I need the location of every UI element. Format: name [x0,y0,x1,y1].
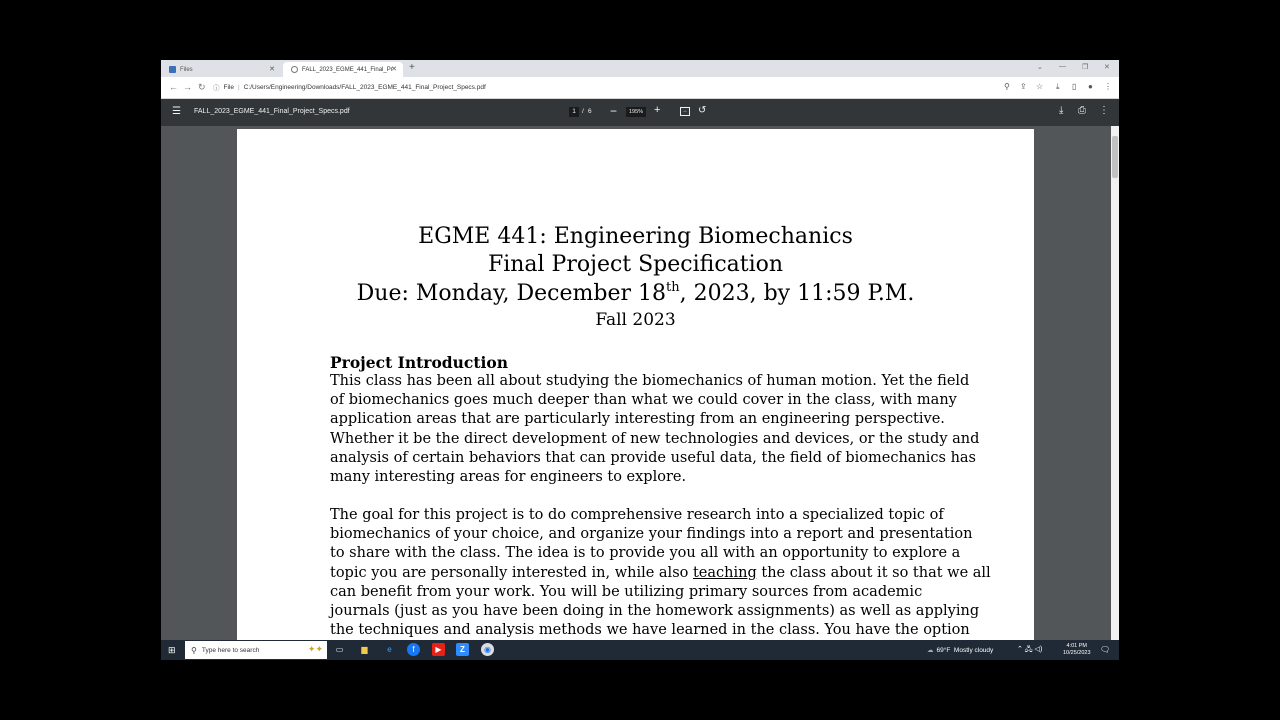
tab-pdf[interactable] [283,62,403,77]
youtube-icon[interactable]: ▶ [432,643,445,656]
zoom-icon[interactable]: ⚲ [1004,82,1010,91]
paragraph-line: of biomechanics goes much deeper than what we could cover in the class, with many [330,392,957,409]
profile-icon[interactable]: ● [1088,82,1093,91]
fit-page-icon[interactable]: ↔ [680,107,690,116]
rotate-icon[interactable]: ↺ [698,105,707,116]
minimize-icon[interactable]: — [1059,63,1066,70]
tab-strip [161,60,1119,77]
url-separator: | [237,84,240,91]
zoom-app-icon[interactable]: Z [456,643,469,656]
document-title: EGME 441: Engineering Biomechanics [418,224,853,249]
term-line: Fall 2023 [595,310,676,330]
underlined-word: teaching [692,564,757,581]
tab-label: FALL_2023_EGME_441_Final_Pr [302,66,393,73]
paragraph-line: This class has been all about studying the biomechanics of human motion. Yet the field [330,373,970,389]
restore-icon[interactable]: ❐ [1082,64,1089,71]
paragraph-line: journals (just as you have been doing in the homework assignments) as well as applying [330,603,980,620]
url-scheme-label: File [223,84,234,91]
taskbar-clock[interactable] [1063,643,1091,657]
search-placeholder: Type here to search [201,646,260,654]
paragraph-line: biomechanics of your choice, and organize your findings into a report and presentation [330,526,973,543]
taskbar-search-input[interactable] [185,641,327,659]
download-icon[interactable]: ⤓ [1059,105,1064,116]
document-subtitle: Final Project Specification [487,252,784,277]
paragraph-line: many interesting areas for engineers to explore. [330,469,687,486]
tab-files[interactable] [161,62,281,77]
clock-date: 10/25/2023 [1063,650,1091,656]
browser-window [161,60,1119,660]
url-text[interactable]: C:/Users/Engineering/Downloads/FALL_2023_EGME_441_Final_Project_Specs.pdf [243,84,486,91]
globe-icon [291,66,298,73]
file-explorer-icon[interactable]: ▆ [361,645,368,654]
share-icon[interactable]: ⇪ [1020,82,1027,91]
goal-paragraph [330,506,991,640]
zoom-out-icon[interactable]: − [610,104,618,118]
pdf-page [237,129,1034,640]
search-icon: ⚲ [191,645,197,655]
weather-text: 69°F Mostly cloudy [936,647,994,654]
close-icon[interactable]: ✕ [269,66,275,73]
info-icon[interactable]: ⓘ [213,85,220,92]
print-icon[interactable]: ⎙ [1078,105,1086,116]
star-icon[interactable]: ☆ [1036,82,1044,91]
paragraph-line: application areas that are particularly interesting from an engineering perspective. [330,411,945,428]
facebook-icon[interactable]: f [407,643,420,656]
pdf-filename: FALL_2023_EGME_441_Final_Project_Specs.pdf [194,108,350,115]
new-tab-icon[interactable]: + [409,62,415,73]
reload-icon[interactable]: ↻ [198,82,206,92]
pdf-viewer[interactable] [161,126,1119,640]
paragraph-line: The goal for this project is to do comprehensive research into a specialized topic of [330,507,944,523]
zoom-in-icon[interactable]: + [654,104,661,116]
page-number-input[interactable]: 1 [569,107,579,117]
page-separator: / [582,108,584,115]
hamburger-menu-icon[interactable]: ☰ [172,106,181,117]
due-prefix: Due: Monday, December 18 [356,281,666,306]
due-superscript: th [666,280,680,295]
line-text: topic you are personally interested in, while also [330,564,693,581]
browser-menu-icon[interactable]: ⋮ [1104,82,1112,91]
windows-start-icon[interactable]: ⊞ [168,645,176,655]
scrollbar-thumb[interactable] [1112,136,1118,178]
chevron-down-icon[interactable]: ⌄ [1037,64,1043,71]
back-icon[interactable]: ← [169,82,178,92]
paragraph-line: Whether it be the direct development of new technologies and devices, or the study and [330,430,980,447]
side-panel-icon[interactable]: ▯ [1072,82,1077,91]
pdf-toolbar [161,99,1119,126]
clock-time: 4:01 PM [1066,643,1087,649]
chrome-icon[interactable]: ◉ [481,643,494,656]
search-highlight-icon: ✦✦ [307,644,323,654]
intro-paragraph [330,372,979,487]
task-view-icon[interactable]: ▭ [335,645,344,654]
address-bar-row [161,77,1119,99]
due-suffix: , 2023, by 11:59 P.M. [679,281,915,306]
paragraph-line: the techniques and analysis methods we have learned in the class. You have the option [330,622,970,639]
close-icon[interactable]: ✕ [391,66,397,73]
section-heading: Project Introduction [330,353,509,372]
windows-taskbar [161,640,1119,660]
vertical-scrollbar[interactable] [1111,126,1119,640]
line-text: the class about it so that we all [756,564,991,581]
cloud-icon: ☁ [927,647,934,654]
url-field[interactable] [213,80,1093,95]
zoom-level-input[interactable]: 195% [626,107,646,117]
downloads-icon[interactable]: ⤓ [1056,82,1060,91]
paragraph-line: to share with the class. The idea is to provide you all with an opportunity to explore a [330,545,961,562]
more-options-icon[interactable]: ⋮ [1099,105,1109,116]
notification-icon[interactable]: 🗨 [1100,645,1111,654]
system-tray-icons[interactable]: ⌃ 🖧 ◁) [1017,646,1043,653]
paragraph-line: can benefit from your work. You will be utilizing primary sources from academic [330,583,923,600]
paragraph-line: analysis of certain behaviors that can provide useful data, the field of biomechanics has [330,449,977,466]
due-date-line [237,281,1034,306]
weather-widget[interactable] [927,646,993,654]
forward-icon[interactable]: → [183,82,192,92]
tab-label: Files [180,66,193,73]
close-window-icon[interactable]: ✕ [1104,64,1110,71]
files-tab-icon [169,66,176,73]
edge-browser-icon[interactable]: e [387,645,392,654]
paragraph-line [330,564,991,583]
page-total: 6 [588,108,592,115]
